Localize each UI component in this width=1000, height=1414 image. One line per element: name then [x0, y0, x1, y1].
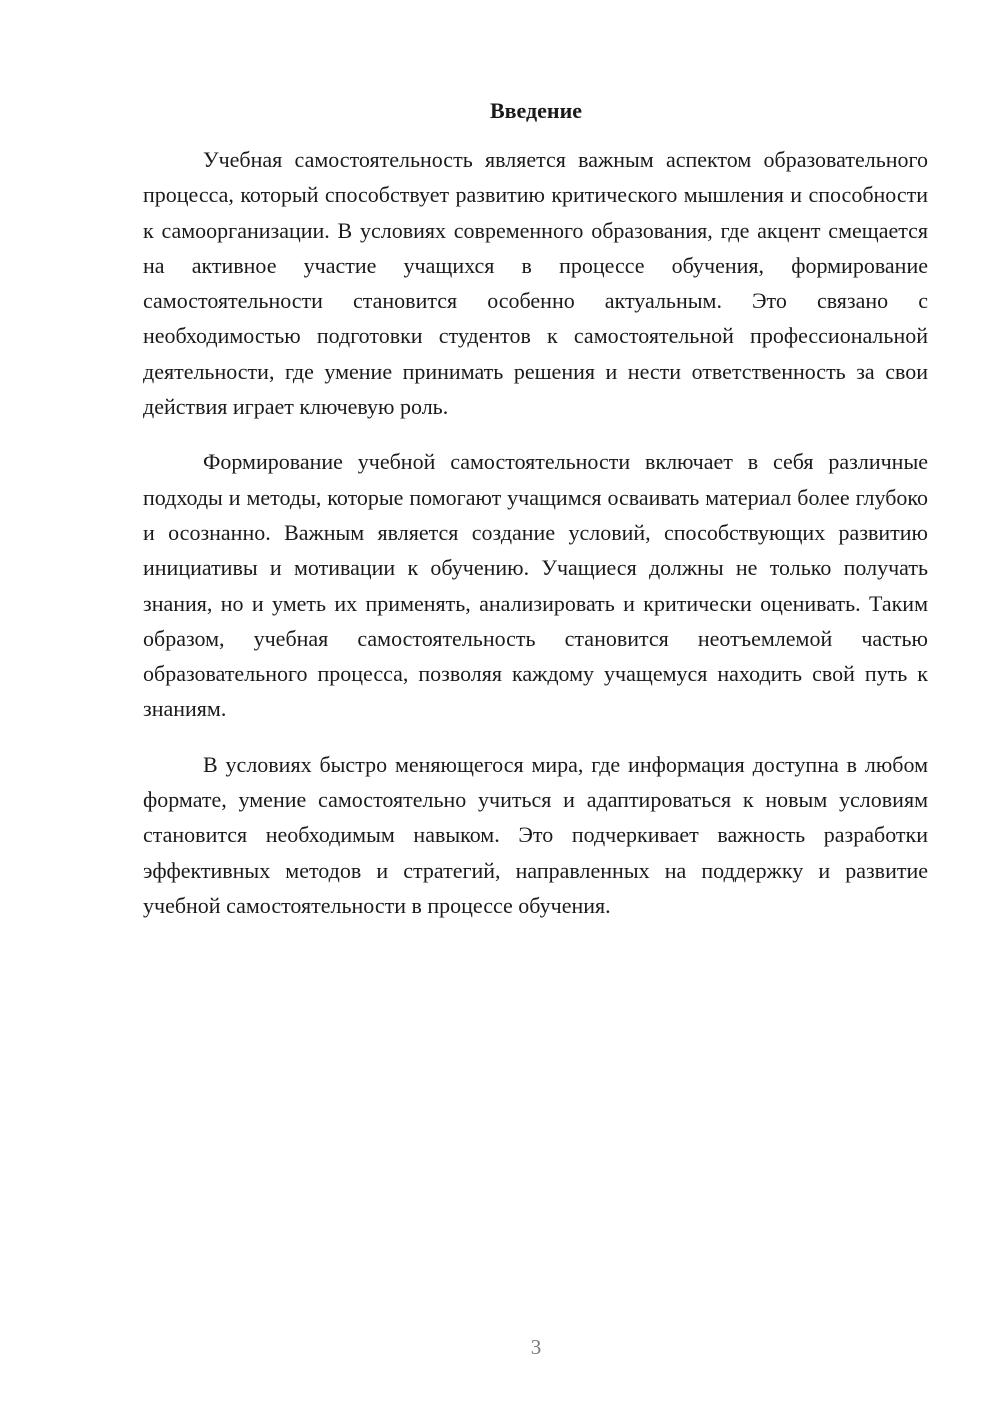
body-text [143, 142, 928, 943]
paragraph-1: Учебная самостоятельность является важным аспектом образовательного процесса, который способствует развитию критического мышления и способности к самоорганизации. В условиях современного образования, где акцент смещается на активное участие учащихся в процессе обучения, формирование самостоятельности становится особенно актуальным. Это связано с необходимостью подготовки студентов к самостоятельной профессиональной деятельности, где умение принимать решения и нести ответственность за свои действия играет ключевую роль. [143, 147, 928, 420]
section-heading: Введение [489, 98, 583, 123]
paragraph-3: В условиях быстро меняющегося мира, где информация доступна в любом формате, умение самостоятельно учиться и адаптироваться к новым условиям становится необходимым навыком. Это подчеркивает важность разработки эффективных методов и стратегий, направленных на поддержку и развитие учебной самостоятельности в процессе обучения. [143, 751, 928, 918]
paragraph-2: Формирование учебной самостоятельности включает в себя различные подходы и методы, которые помогают учащимся осваивать материал более глубоко и осознанно. Важным является создание условий, способствующих развитию инициативы и мотивации к обучению. Учащиеся должны не только получать знания, но и уметь их применять, анализировать и критически оценивать. Таким образом, учебная самостоятельность становится неотъемлемой частью образовательного процесса, позволяя каждому учащемуся находить свой путь к знаниям. [143, 449, 928, 722]
page-number: 3 [530, 1335, 542, 1359]
